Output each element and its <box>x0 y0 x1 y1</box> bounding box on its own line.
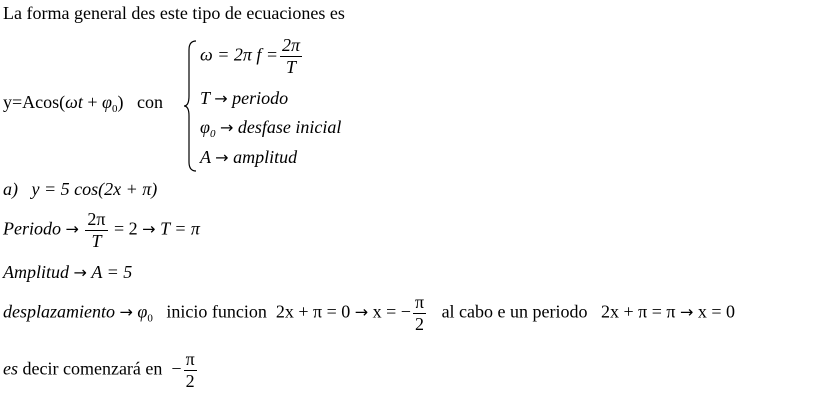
conclusion-fraction <box>184 350 197 391</box>
t-symbol: t <box>77 92 83 112</box>
case-desfase-text: desfase inicial <box>237 117 342 137</box>
case-amplitud <box>200 148 297 166</box>
case-periodo-sym: T <box>200 88 210 108</box>
arrow-icon: → <box>680 302 694 322</box>
arrow-icon: → <box>214 89 228 108</box>
arrow-icon: → <box>142 219 156 239</box>
part-a-label: a) <box>3 179 18 199</box>
conclusion-num: π <box>185 349 195 369</box>
close-paren: ) <box>117 92 124 112</box>
periodo-num: 2π <box>87 209 106 229</box>
es-word: es <box>3 358 18 379</box>
desplaz-eq2-res: x = 0 <box>697 301 736 322</box>
con-word: con <box>137 92 163 112</box>
conclusion-text: decir comenzará en <box>22 358 163 379</box>
desplaz-eq2: 2x + π = π <box>601 301 676 322</box>
case-omega-num: 2π <box>282 35 301 55</box>
periodo-word: Periodo <box>3 218 61 239</box>
arrow-icon: → <box>219 118 234 137</box>
desplaz-phi: φ <box>137 301 148 322</box>
conclusion-minus: − <box>171 358 182 379</box>
case-omega <box>200 36 304 77</box>
case-omega-den: T <box>286 56 297 77</box>
omega-symbol: ω <box>65 92 78 112</box>
case-periodo-text: periodo <box>232 88 289 108</box>
case-amplitud-sym: A <box>200 147 211 167</box>
arrow-icon: → <box>73 263 87 282</box>
case-desfase-sym: φ <box>200 117 210 137</box>
intro-line: La forma general des este tipo de ecuaciones es <box>3 3 345 23</box>
general-form <box>3 93 163 115</box>
periodo-fraction <box>85 210 107 251</box>
case-omega-lhs: ω = 2π f = <box>200 44 279 65</box>
desplazamiento-line <box>3 293 735 334</box>
conclusion-line <box>3 350 199 391</box>
desplaz-num: π <box>414 292 425 312</box>
desplaz-phi-sub: 0 <box>147 312 153 325</box>
conclusion-den: 2 <box>185 370 195 391</box>
general-lhs-prefix: y=Acos( <box>3 92 66 112</box>
desplaz-eq1: 2x + π = 0 <box>275 301 351 322</box>
inicio-funcion: inicio funcion <box>166 301 267 322</box>
phi-symbol: φ <box>102 92 112 112</box>
case-amplitud-text: amplitud <box>233 147 298 167</box>
desplazamiento-word: desplazamiento <box>3 301 115 322</box>
phi-subscript: 0 <box>112 103 118 115</box>
periodo-result: T = π <box>160 218 200 239</box>
desplaz-eq1-x: x = − <box>372 301 411 322</box>
amplitud-result: A = 5 <box>91 262 133 282</box>
case-desfase-sub: 0 <box>209 128 216 140</box>
part-a-equation: y = 5 cos(2x + π) <box>31 179 158 199</box>
case-desfase <box>200 118 341 140</box>
amplitud-line <box>3 263 132 281</box>
periodo-rest: = 2 <box>114 218 138 239</box>
desplaz-den: 2 <box>415 313 425 334</box>
arrow-icon: → <box>215 148 229 167</box>
amplitud-word: Amplitud <box>3 262 69 282</box>
periodo-den: T <box>91 230 102 251</box>
case-periodo <box>200 89 288 107</box>
arrow-icon: → <box>65 219 79 239</box>
al-cabo: al cabo e un periodo <box>441 301 588 322</box>
desplaz-fraction <box>413 293 426 334</box>
part-a-line <box>3 180 157 198</box>
left-brace <box>183 40 197 172</box>
case-omega-fraction <box>280 36 302 77</box>
arrow-icon: → <box>119 302 133 322</box>
plus-sign: + <box>82 92 103 112</box>
arrow-icon: → <box>354 302 369 322</box>
periodo-line <box>3 210 200 251</box>
